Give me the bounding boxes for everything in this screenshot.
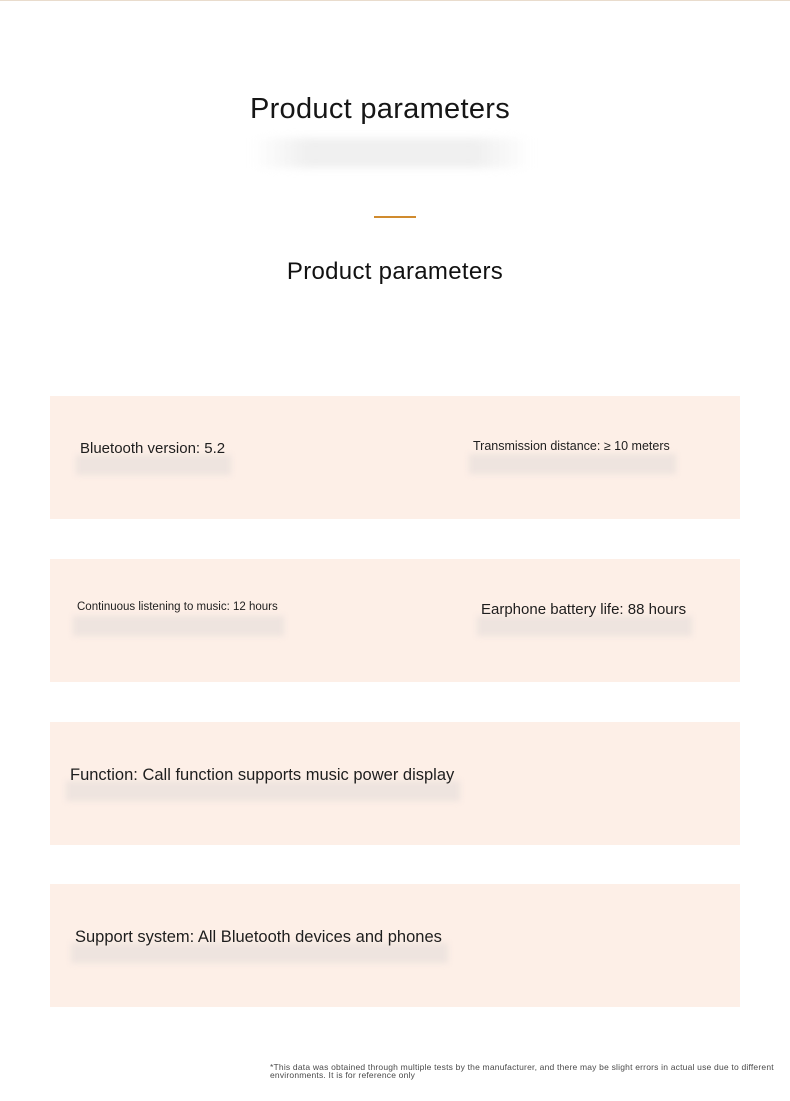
top-divider (0, 0, 790, 1)
page-title: Product parameters (249, 93, 511, 125)
title-reflection (252, 138, 532, 168)
spec-bluetooth-version: Bluetooth version: 5.2 (80, 440, 225, 457)
spec-panel-connectivity (50, 396, 740, 519)
disclaimer-footnote: *This data was obtained through multiple tests by the manufacturer, and there may be slight errors in actual use due to different environments. It is for reference only (270, 1062, 774, 1080)
spec-panel-system (50, 884, 740, 1007)
spec-transmission-distance: Transmission distance: ≥ 10 meters (473, 439, 670, 453)
accent-divider (374, 216, 416, 218)
section-title: Product parameters (286, 258, 504, 285)
spec-panel-function (50, 722, 740, 845)
spec-panel-battery (50, 559, 740, 682)
spec-function: Function: Call function supports music power display (70, 766, 454, 785)
spec-support-system: Support system: All Bluetooth devices and phones (75, 928, 442, 947)
spec-battery-life: Earphone battery life: 88 hours (481, 601, 686, 618)
spec-continuous-listening: Continuous listening to music: 12 hours (77, 601, 278, 613)
